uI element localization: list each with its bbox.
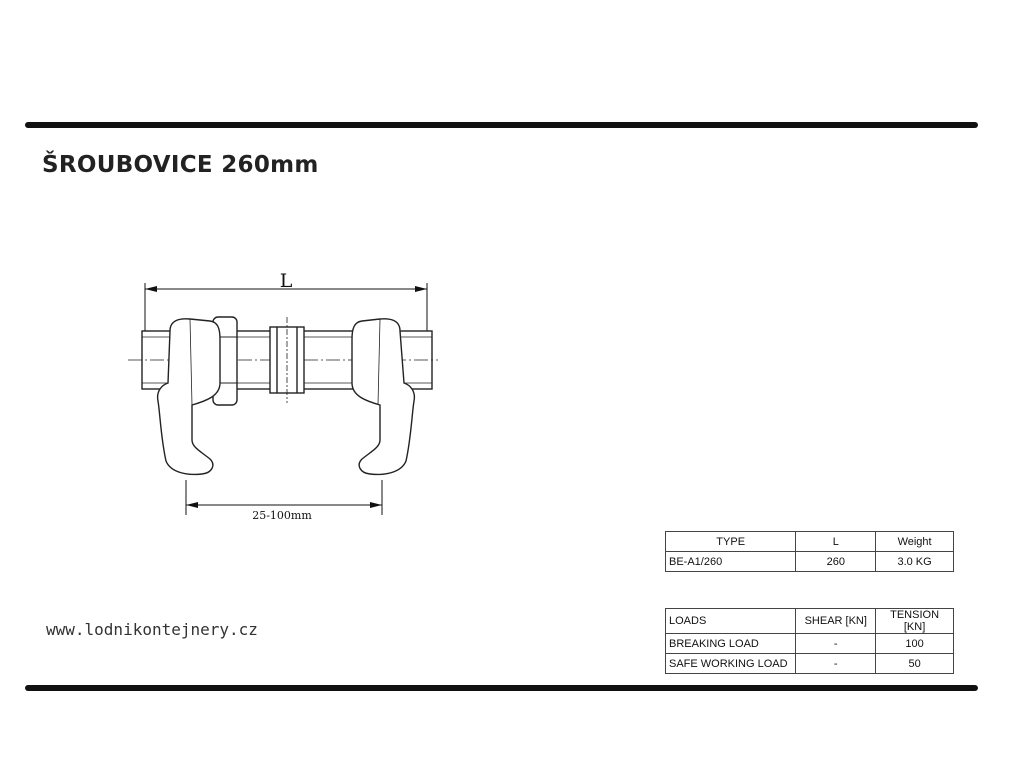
type-table [665,531,954,572]
length-label: L [279,270,293,292]
header-cell: TENSION [KN] [876,609,954,634]
middle-hex [270,317,304,403]
table-cell: 3.0 KG [876,552,954,572]
table-cell: 50 [876,654,954,674]
header-cell: LOADS [666,609,796,634]
table-cell: BE-A1/260 [666,552,796,572]
header-cell: SHEAR [KN] [796,609,876,634]
bridge-fitting-drawing [120,255,450,525]
header-cell: Weight [876,532,954,552]
table-row [666,634,954,654]
table-cell: - [796,654,876,674]
top-divider [25,122,978,128]
website-link[interactable]: www.lodnikontejnery.cz [46,620,258,639]
table-cell: - [796,634,876,654]
table-cell: 260 [796,552,876,572]
table-row [666,552,954,572]
table-cell: BREAKING LOAD [666,634,796,654]
table-cell: 100 [876,634,954,654]
range-label: 25-100mm [252,509,312,522]
table-cell: SAFE WORKING LOAD [666,654,796,674]
bottom-divider [25,685,978,691]
table-header-row [666,532,954,552]
table-header-row [666,609,954,634]
header-cell: TYPE [666,532,796,552]
loads-table [665,608,954,674]
header-cell: L [796,532,876,552]
table-row [666,654,954,674]
page-title: ŠROUBOVICE 260mm [42,152,319,178]
